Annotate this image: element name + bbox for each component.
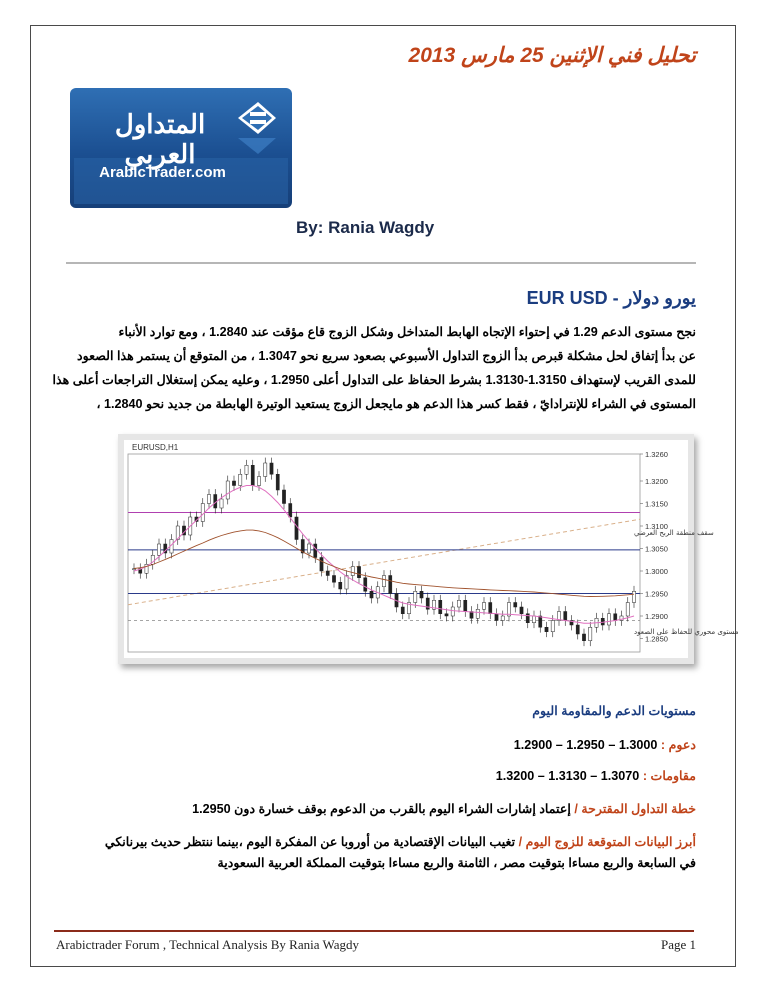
candle-body: [364, 578, 367, 592]
candle-body: [420, 591, 423, 598]
support-row: [514, 737, 696, 752]
candle-body: [582, 634, 585, 641]
candle-body: [257, 477, 260, 486]
y-tick-label: 1.2850: [645, 634, 668, 644]
paragraph-line: للمدى القريب لإستهداف 1.3150-1.3130 بشرط الحفاظ على التداول أعلى 1.2950 ، وعليه يمكن إستغلال التراجعات أعلى هذا: [52, 373, 696, 387]
candle-body: [445, 614, 448, 616]
paragraph-line: نجح مستوى الدعم 1.29 في إحتواء الإتجاه الهابط المتداخل وشكل الزوج قاع مؤقت عند 1.2840 ، ومع توارد الأنباء: [118, 325, 696, 339]
y-tick-label: 1.3200: [645, 477, 668, 486]
candle-body: [576, 625, 579, 634]
page-number: Page 1: [660, 937, 696, 952]
candle-body: [276, 474, 279, 490]
candle-body: [564, 612, 567, 621]
page-title: تحليل فني الإثنين 25 مارس 2013: [408, 44, 696, 67]
logo-arabic-text: المتداول العربي: [114, 110, 206, 170]
candle-body: [626, 603, 629, 617]
candle-body: [264, 463, 267, 477]
candle-body: [401, 607, 404, 614]
resistance-row: [496, 768, 696, 783]
candle-body: [307, 544, 310, 553]
paragraph-line: عن بدأ إتفاق لحل مشكلة قبرص بدأ الزوج التداول الأسبوعي بصعود سريع نحو 1.3047 ، من المتوقع أن يستمر هذا الصعود: [77, 349, 696, 363]
candle-body: [232, 481, 235, 486]
expected-data-row-2: [217, 855, 696, 870]
candle-body: [382, 576, 385, 587]
candle-body: [464, 600, 467, 611]
author-line: By: Rania Wagdy: [296, 218, 435, 237]
candle-body: [220, 499, 223, 508]
plot-border: [128, 454, 640, 652]
candle-body: [289, 504, 292, 518]
candle-body: [226, 481, 229, 499]
candle-body: [357, 567, 360, 578]
candle-body: [601, 618, 604, 625]
levels-heading: مستويات الدعم والمقاومة اليوم: [532, 704, 696, 718]
candle-body: [326, 571, 329, 576]
candle-body: [339, 582, 342, 589]
candle-body: [245, 465, 248, 474]
annotation-label: مستوى محوري للحفاظ على الصعود: [634, 628, 739, 636]
y-tick-label: 1.3150: [645, 499, 668, 509]
analysis-paragraph: [44, 320, 696, 416]
candle-body: [332, 576, 335, 583]
candle-body: [314, 544, 317, 558]
candle-body: [457, 600, 460, 607]
candle-body: [632, 591, 635, 602]
section-heading: يورو دولار - EUR USD: [526, 288, 696, 308]
candle-body: [282, 490, 285, 504]
expected-data-text: تغيب البيانات الإقتصادية من أوروبا عن المفكرة اليوم ،بينما ننتظر حديث بيرنانكي: [104, 835, 516, 849]
candle-body: [539, 616, 542, 627]
y-tick-label: 1.2900: [645, 612, 668, 621]
chart-title: EURUSD,H1: [132, 443, 179, 452]
resistance-values: 1.3070 – 1.3130 – 1.3200: [495, 769, 640, 783]
trade-plan-row: [192, 801, 696, 816]
candle-body: [476, 609, 479, 618]
resistance-label: مقاومات :: [642, 769, 696, 783]
paragraph-line: المستوى في الشراء للإنترادايّ ، فقط كسر هذا الدعم هو مايجعل الزوج يستعيد الوتيرة الهابطة من جديد نحو 1.2840 ،: [96, 397, 696, 411]
candle-body: [489, 603, 492, 614]
arabictrader-logo: [70, 88, 292, 208]
candle-body: [251, 465, 254, 485]
candle-body: [451, 607, 454, 616]
chart-area: [124, 440, 739, 658]
price-chart: [124, 440, 739, 658]
candle-body: [320, 558, 323, 572]
candle-body: [370, 591, 373, 598]
y-tick-label: 1.3000: [645, 567, 668, 576]
chart-frame: [118, 434, 739, 664]
candle-body: [514, 603, 517, 608]
candle-body: [389, 576, 392, 594]
y-tick-label: 1.3100: [645, 522, 668, 531]
annotation-label: سقف منطقة الربح العرضي: [634, 529, 714, 537]
header-divider: [66, 262, 696, 264]
candle-body: [495, 614, 498, 621]
expected-data-text-2: في السابعة والربع مساءا بتوقيت مصر ، الثامنة والربع مساءا بتوقيت المملكة العربية السعودية: [217, 856, 696, 870]
candle-body: [239, 474, 242, 485]
y-tick-label: 1.3260: [645, 450, 668, 459]
footer-divider: [54, 930, 694, 932]
candle-body: [607, 614, 610, 625]
support-values: 1.3000 – 1.2950 – 1.2900: [513, 738, 658, 752]
candle-body: [157, 544, 160, 555]
expected-data-row: [105, 834, 696, 849]
logo-mark-icon: [238, 102, 276, 154]
candle-body: [532, 616, 535, 623]
candle-body: [270, 463, 273, 474]
trade-plan-text: إعتماد إشارات الشراء اليوم بالقرب من الدعوم بوقف خسارة دون 1.2950: [192, 802, 571, 816]
candle-body: [545, 627, 548, 632]
candle-body: [589, 627, 592, 641]
candle-body: [520, 607, 523, 614]
y-tick-label: 1.3050: [645, 544, 668, 554]
candle-body: [207, 495, 210, 504]
candle-body: [351, 567, 354, 576]
candle-body: [482, 603, 485, 610]
candle-body: [551, 621, 554, 632]
candle-body: [414, 591, 417, 602]
footer-text: Arabictrader Forum , Technical Analysis By Rania Wagdy: [56, 937, 359, 952]
candle-body: [614, 614, 617, 621]
candle-body: [501, 616, 504, 621]
y-tick-label: 1.2950: [645, 589, 668, 599]
logo-english-text: ArabicTrader.com: [99, 164, 226, 181]
candle-body: [439, 600, 442, 614]
expected-data-label: أبرز البيانات المتوقعة للزوج اليوم /: [518, 835, 696, 849]
candle-body: [132, 569, 135, 570]
support-label: دعوم :: [660, 738, 696, 752]
trade-plan-label: خطة التداول المقترحة /: [574, 802, 696, 816]
